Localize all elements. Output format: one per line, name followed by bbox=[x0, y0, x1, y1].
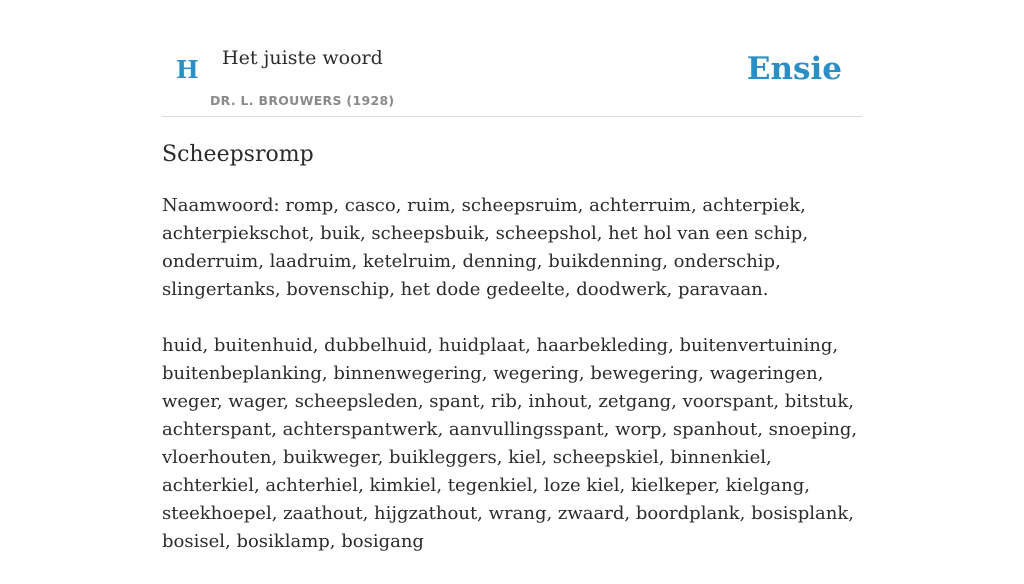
entry-body bbox=[162, 192, 862, 584]
page bbox=[162, 0, 862, 552]
book-header bbox=[162, 0, 862, 117]
entry-paragraph: Naamwoord: romp, casco, ruim, scheepsruim, achterruim, achterpiek, achterpiekschot, buik, scheepsbuik, scheepshol, het hol van een schip, onderruim, laadruim, ketelruim, denning, buikdenning, onderschip, slingertanks, bovenschip, het dode gedeelte, doodwerk, paravaan. bbox=[162, 195, 809, 300]
entry-title: Scheepsromp bbox=[162, 142, 314, 167]
book-title-link[interactable]: Het juiste woord bbox=[222, 47, 383, 69]
ensie-logo[interactable]: Ensie bbox=[746, 51, 842, 87]
book-author: DR. L. BROUWERS (1928) bbox=[210, 93, 395, 108]
entry-paragraph: huid, buitenhuid, dubbelhuid, huidplaat, haarbekleding, buitenvertuining, buitenbeplanking, binnenwegering, wegering, bewegering, wageringen, weger, wager, scheepsleden, spant, rib, inhout, zetgang, voorspant, bitstuk, achterspant, achterspantwerk, aanvullingsspant, worp, spanhout, snoeping, vloerhouten, buikweger, buikleggers, kiel, scheepskiel, binnenkiel, achterkiel, achterhiel, kimkiel, tegenkiel, loze kiel, kielkeper, kielgang, steekhoepel, zaathout, hijgzathout, wrang, zwaard, boordplank, bosisplank, bosisel, bosiklamp, bosigang bbox=[162, 335, 858, 552]
book-logo-icon[interactable]: H bbox=[176, 55, 199, 84]
